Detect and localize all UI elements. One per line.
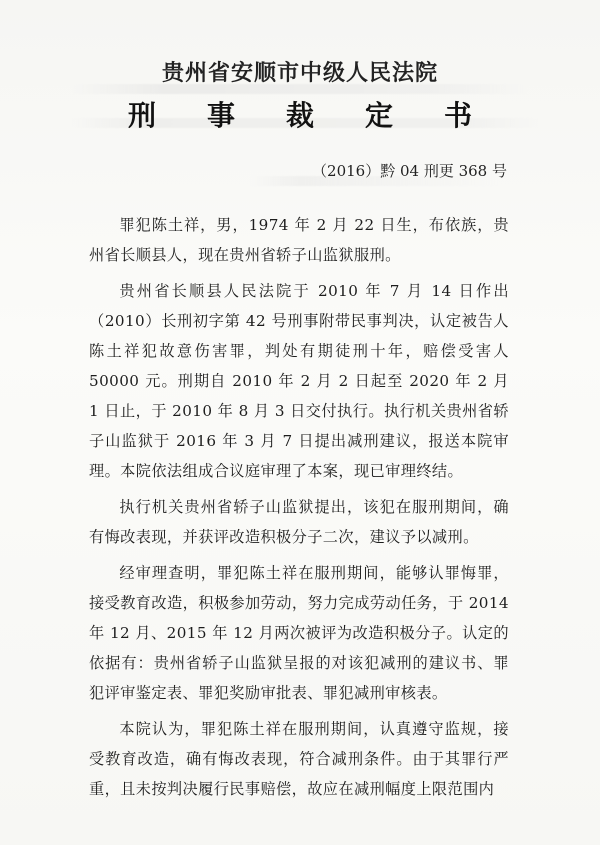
paragraph-findings: 经审理查明，罪犯陈土祥在服刑期间，能够认罪悔罪，接受教育改造，积极参加劳动，努力完成劳动任务，于 2014 年 12 月、2015 年 12 月两次被评为改造积极分子。认定的依据有：贵州省轿子山监狱呈报的对该犯减刑的建议书、罪犯评审鉴定表、罪犯奖励审批表、罪犯减刑审核表。	[89, 564, 509, 702]
title-char: 刑	[128, 99, 157, 132]
paragraph-prison-proposal: 执行机关贵州省轿子山监狱提出，该犯在服刑期间，确有悔改表现，并获评改造积极分子二次，建议予以减刑。	[89, 498, 509, 546]
paragraph-court-opinion: 本院认为，罪犯陈土祥在服刑期间，认真遵守监规，接受教育改造，确有悔改表现，符合减刑条件。由于其罪行严重，且未按判决履行民事赔偿，故应在减刑幅度上限范围内	[89, 720, 509, 798]
document-body	[89, 210, 509, 804]
document-title	[128, 94, 472, 134]
paragraph-defendant-info: 罪犯陈土祥，男，1974 年 2 月 22 日生，布依族，贵州省长顺县人，现在贵州省轿子山监狱服刑。	[89, 216, 509, 264]
title-char: 事	[206, 99, 235, 132]
title-char: 裁	[285, 99, 314, 132]
case-number: （2016）黔 04 刑更 368 号	[312, 162, 507, 180]
title-char: 定	[364, 99, 393, 132]
court-name: 贵州省安顺市中级人民法院	[161, 61, 438, 86]
paragraph-original-judgment: 贵州省长顺县人民法院于 2010 年 7 月 14 日作出（2010）长刑初字第 42 号刑事附带民事判决，认定被告人陈土祥犯故意伤害罪，判处有期徒刑十年，赔偿受害人 50000 元。刑期自 2010 年 2 月 2 日起至 2020 年 2 月 1 日止，于 2010 年 8 月 3 日交付执行。执行机关贵州省轿子山监狱于 2016 年 3 月 7 日提出减刑建议，报送本院审理。本院依法组成合议庭审理了本案，现已审理终结。	[89, 282, 509, 480]
title-char: 书	[443, 99, 472, 132]
